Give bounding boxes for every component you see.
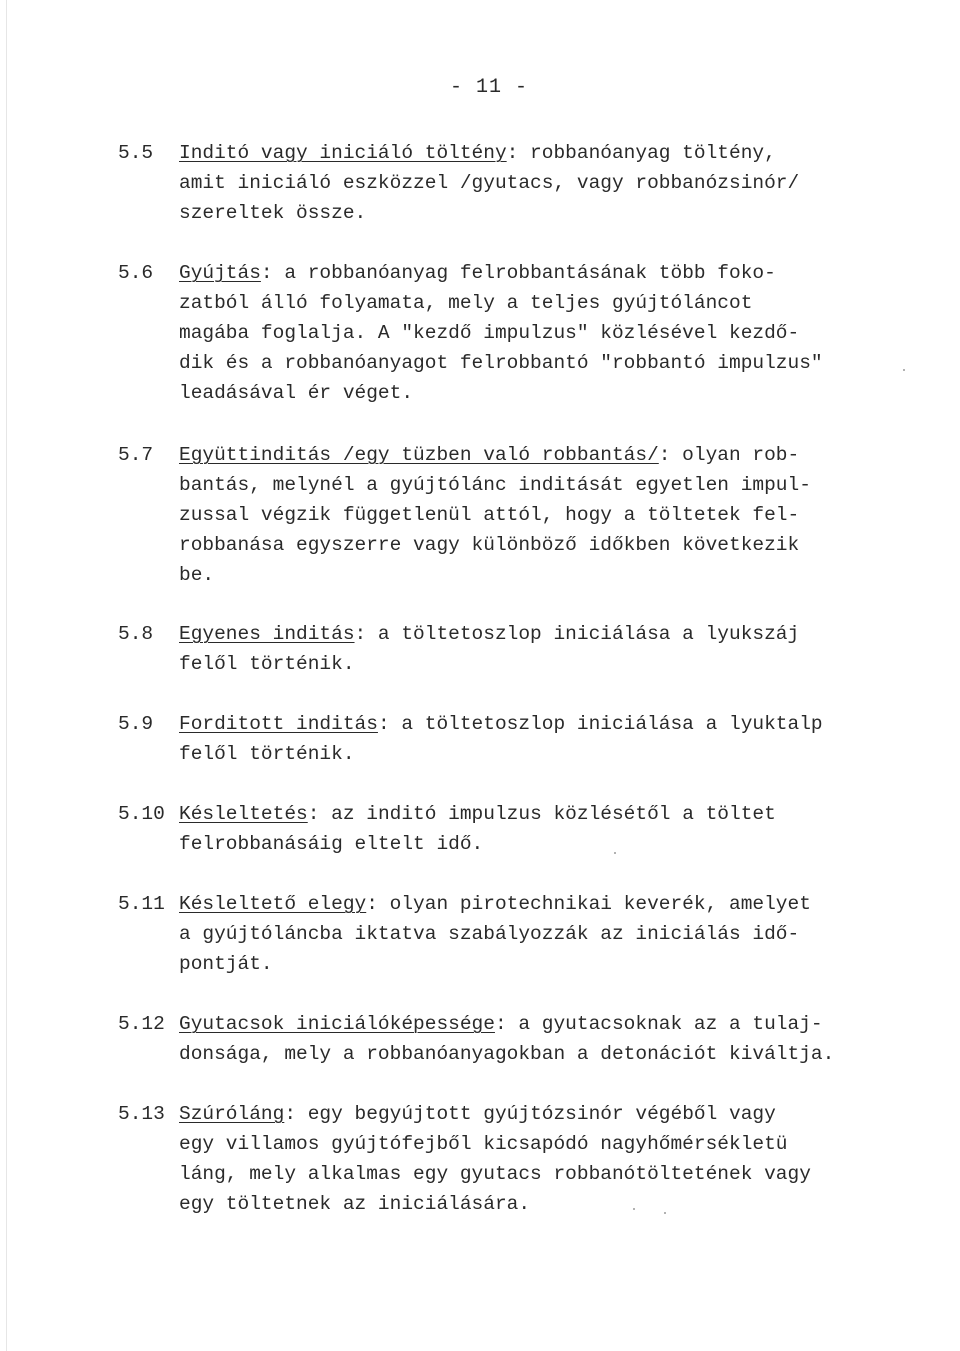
page-number: - 11 - [450, 76, 529, 99]
entry-text [179, 1009, 909, 1069]
defined-term: Gyújtás [179, 262, 261, 284]
page-edge-line [6, 0, 7, 1351]
entry-line [179, 619, 909, 649]
entry-text [179, 1099, 909, 1219]
definition-text: : robbanóanyag töltény, [506, 142, 776, 164]
defined-term: Késleltetés [179, 803, 308, 825]
defined-term: Szúróláng [179, 1103, 285, 1125]
entry-line: zatból álló folyamata, mely a teljes gyújtóláncot [179, 292, 753, 314]
scan-speck [664, 1212, 666, 1214]
definition-text: : a töltetoszlop iniciálása a lyukszáj [354, 623, 800, 645]
entry-line: robbanása egyszerre vagy különböző időkben következik [179, 534, 800, 556]
entry-number: 5.7 [118, 444, 154, 466]
entry-number: 5.9 [118, 713, 154, 735]
entry-number: 5.5 [118, 142, 154, 164]
entry-line: szereltek össze. [179, 202, 367, 224]
defined-term: Gyutacsok iniciálóképessége [179, 1013, 495, 1035]
definition-text: : a robbanóanyag felrobbantásának több foko- [260, 262, 776, 284]
entry-line: felrobbanásáig eltelt idő. [179, 833, 484, 855]
entry-line: dik és a robbanóanyagot felrobbantó "robbantó impulzus" [179, 352, 823, 374]
entry-number: 5.12 [118, 1013, 165, 1035]
definition-text: : egy begyújtott gyújtózsinór végéből vagy [284, 1103, 776, 1125]
entry-line: láng, mely alkalmas egy gyutacs robbanótöltetének vagy [179, 1163, 811, 1185]
entry-line [179, 889, 909, 919]
entry-text [179, 440, 909, 590]
entry-text [179, 619, 909, 679]
entry-number: 5.8 [118, 623, 154, 645]
entry-line [179, 138, 909, 168]
entry-line: felől történik. [179, 653, 355, 675]
entry-line: pontját. [179, 953, 273, 975]
definition-text: : az inditó impulzus közlésétől a töltet [307, 803, 776, 825]
definition-text: : a töltetoszlop iniciálása a lyuktalp [377, 713, 823, 735]
entry-line: egy töltetnek az iniciálására. [179, 1193, 531, 1215]
entry-text [179, 138, 909, 228]
scan-speck [614, 852, 616, 854]
entry-line: amit iniciáló eszközzel /gyutacs, vagy robbanózsinór/ [179, 172, 800, 194]
entry-line: be. [179, 564, 215, 586]
entry-number: 5.10 [118, 803, 165, 825]
defined-term: Késleltető elegy [179, 893, 367, 915]
definition-text: : olyan pirotechnikai keverék, amelyet [366, 893, 811, 915]
entry-line [179, 709, 909, 739]
entry-line: a gyújtóláncba iktatva szabályozzák az iniciálás idő- [179, 923, 800, 945]
entry-line [179, 258, 909, 288]
entry-line: felől történik. [179, 743, 355, 765]
defined-term: Inditó vagy iniciáló töltény [179, 142, 507, 164]
definition-text: : a gyutacsoknak az a tulaj- [494, 1013, 823, 1035]
defined-term: Forditott inditás [179, 713, 378, 735]
scan-speck [633, 1208, 635, 1210]
entry-line: bantás, melynél a gyújtólánc inditását egyetlen impul- [179, 474, 811, 496]
entry-text [179, 889, 909, 979]
entry-text [179, 799, 909, 859]
entry-line [179, 1009, 909, 1039]
entry-line [179, 440, 909, 470]
entry-line [179, 799, 909, 829]
definition-text: : olyan rob- [658, 444, 800, 466]
scan-speck [903, 369, 905, 371]
defined-term: Együttinditás /egy tüzben való robbantás/ [179, 444, 659, 466]
entry-number: 5.13 [118, 1103, 165, 1125]
entry-number: 5.11 [118, 893, 165, 915]
entry-text [179, 258, 909, 408]
entry-number: 5.6 [118, 262, 154, 284]
entry-line: egy villamos gyújtófejből kicsapódó nagyhőmérsékletü [179, 1133, 788, 1155]
entry-line: magába foglalja. A "kezdő impulzus" közlésével kezdő- [179, 322, 800, 344]
defined-term: Egyenes inditás [179, 623, 355, 645]
entry-line [179, 1099, 909, 1129]
entry-line: donsága, mely a robbanóanyagokban a detonációt kiváltja. [179, 1043, 835, 1065]
entry-text [179, 709, 909, 769]
entry-line: zussal végzik függetlenül attól, hogy a töltetek fel- [179, 504, 800, 526]
entry-line: leadásával ér véget. [179, 382, 414, 404]
